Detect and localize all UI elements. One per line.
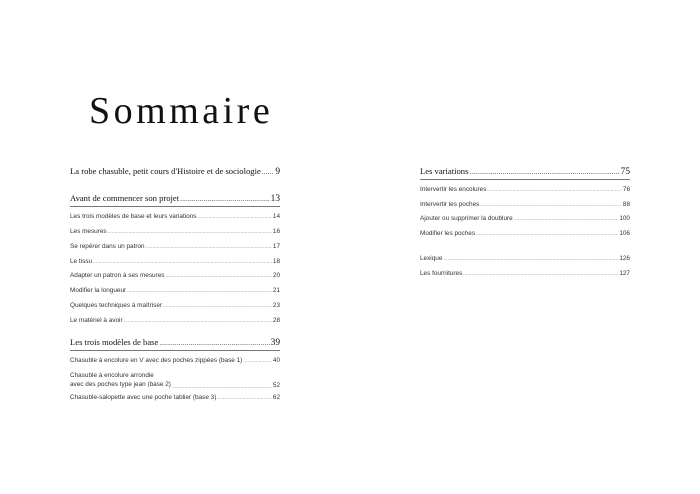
page-title: Sommaire	[89, 90, 274, 132]
toc-subentry-page: 18	[272, 258, 280, 265]
toc-subentry-page: 16	[272, 228, 280, 235]
toc-entry-supplies[interactable]	[420, 270, 630, 277]
toc-subentry-label: Chasuble à encolure en V avec des poches zippées (base 1)	[70, 357, 243, 364]
dot-leader	[127, 288, 272, 293]
toc-subentry-page: 62	[272, 394, 280, 401]
dot-leader	[197, 214, 271, 219]
dot-leader	[108, 229, 272, 234]
toc-subentry-label: Les trois modèles de base et leurs variations	[70, 213, 197, 220]
toc-subentry-label: Ajouter ou supprimer la doublure	[420, 215, 513, 222]
dot-leader	[487, 187, 621, 192]
toc-subentry-label: Les mesures	[70, 228, 107, 235]
dot-leader	[159, 339, 269, 347]
toc-entry-label: Les trois modèles de base	[70, 337, 159, 347]
section-divider	[420, 179, 630, 180]
toc-subentry[interactable]	[70, 213, 280, 220]
toc-subentry-page: 17	[272, 243, 280, 250]
dot-leader	[443, 256, 618, 261]
toc-subentry-label: Intervertir les poches	[420, 201, 480, 208]
toc-subentry-label: Chasuble-salopette avec une poche tablier (base 3)	[70, 394, 217, 401]
toc-entry-page: 13	[270, 194, 280, 204]
dot-leader	[476, 231, 618, 236]
toc-subentry[interactable]	[420, 201, 630, 208]
dot-leader	[124, 318, 272, 323]
dot-leader	[243, 358, 272, 363]
toc-entry-page: 9	[275, 167, 280, 177]
toc-subentry-page: 20	[272, 272, 280, 279]
toc-subentry-label: Lexique	[420, 255, 443, 262]
toc-subentry-page: 100	[619, 215, 630, 222]
toc-subentry[interactable]	[70, 302, 280, 309]
toc-entry-history[interactable]	[70, 166, 280, 177]
toc-subentry-label: Les fournitures	[420, 270, 463, 277]
toc-subentry-page: 14	[272, 213, 280, 220]
dot-leader	[469, 168, 619, 176]
toc-subentry-page: 23	[272, 302, 280, 309]
toc-subentry-page: 28	[272, 317, 280, 324]
dot-leader	[163, 303, 272, 308]
toc-subentry[interactable]	[70, 258, 280, 265]
toc-entry-page: 39	[270, 338, 280, 348]
toc-entry-page: 75	[620, 167, 630, 177]
toc-entry-lexicon[interactable]	[420, 255, 630, 262]
toc-subentry-label: Le tissu	[70, 258, 93, 265]
toc-subentry[interactable]	[70, 394, 280, 401]
dot-leader	[514, 216, 619, 221]
toc-subentry-page: 40	[272, 357, 280, 364]
dot-leader	[262, 168, 275, 176]
toc-entry-label: Les variations	[420, 166, 469, 176]
toc-subentry-label: Le matériel à avoir	[70, 317, 123, 324]
toc-subentry-page: 88	[622, 201, 630, 208]
toc-subentry-label: Modifier les poches	[420, 230, 476, 237]
toc-entry-label: Avant de commencer son projet	[70, 193, 180, 203]
toc-subentry[interactable]	[70, 243, 280, 250]
toc-subentry[interactable]	[70, 317, 280, 324]
toc-subentry-page: 126	[619, 255, 630, 262]
section-divider	[70, 350, 280, 351]
section-divider	[70, 206, 280, 207]
toc-subentry[interactable]	[70, 272, 280, 279]
dot-leader	[172, 384, 272, 389]
toc-subentry[interactable]	[420, 186, 630, 193]
dot-leader	[463, 271, 618, 276]
dot-leader	[146, 244, 272, 249]
toc-subentry-page: 52	[272, 382, 280, 389]
toc-subentry-label: Adapter un patron à ses mesures	[70, 272, 165, 279]
dot-leader	[180, 195, 269, 203]
toc-subentry[interactable]	[70, 287, 280, 294]
toc-subentry-page: 76	[622, 186, 630, 193]
dot-leader	[166, 273, 272, 278]
toc-subentry-page: 106	[619, 230, 630, 237]
toc-subentry-page: 21	[272, 287, 280, 294]
dot-leader	[217, 395, 272, 400]
toc-entry-label: La robe chasuble, petit cours d'Histoire et de sociologie	[70, 166, 261, 176]
toc-subentry[interactable]	[420, 215, 630, 222]
toc-subentry[interactable]	[70, 371, 280, 389]
dot-leader	[93, 259, 272, 264]
toc-subentry[interactable]	[70, 357, 280, 364]
toc-entry-base-models[interactable]	[70, 337, 280, 348]
toc-entry-variations[interactable]	[420, 166, 630, 177]
toc-subentry-label	[70, 371, 171, 389]
toc-subentry[interactable]	[420, 230, 630, 237]
toc-subentry[interactable]	[70, 228, 280, 235]
toc-subentry-label: Intervertir les encolures	[420, 186, 487, 193]
toc-subentry-label: Quelques techniques à maîtriser	[70, 302, 163, 309]
dot-leader	[480, 202, 622, 207]
toc-subentry-label-line: avec des poches type jean (base 2)	[70, 381, 171, 388]
toc-subentry-label: Se repérer dans un patron	[70, 243, 145, 250]
toc-subentry-label: Modifier la longueur	[70, 287, 127, 294]
toc-subentry-label-line: Chasuble à encolure arrondie	[70, 372, 154, 379]
toc-entry-before-starting[interactable]	[70, 193, 280, 204]
toc-subentry-page: 127	[619, 270, 630, 277]
